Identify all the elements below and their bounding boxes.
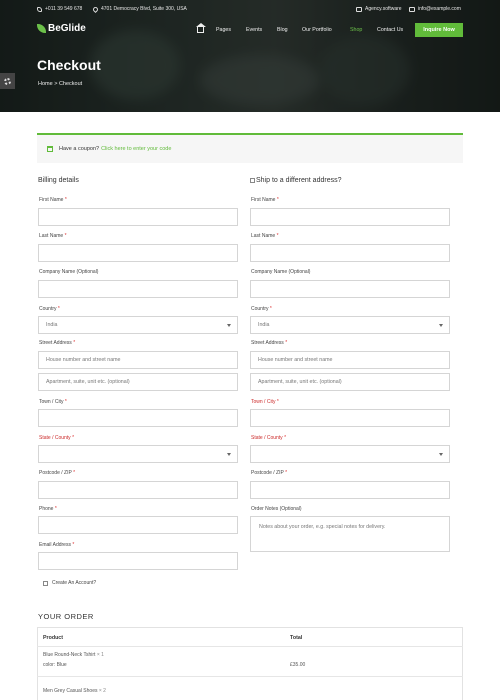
order-divider: [37, 676, 463, 677]
your-order-heading: YOUR ORDER: [38, 612, 94, 621]
billing-phone-label: Phone *: [39, 506, 57, 512]
shipping-company-label: Company Name (Optional): [251, 269, 311, 275]
billing-phone-input[interactable]: [38, 516, 238, 534]
shipping-street-input[interactable]: House number and street name: [250, 351, 450, 369]
gear-icon: [4, 78, 11, 85]
logo[interactable]: BeGlide: [37, 23, 86, 34]
settings-toggle[interactable]: [0, 73, 15, 89]
order-notes-textarea[interactable]: Notes about your order, e.g. special notes for delivery.: [250, 516, 450, 552]
order-divider: [37, 646, 463, 647]
billing-street-label: Street Address *: [39, 340, 76, 346]
top-info-bar: [0, 0, 500, 18]
mail-icon: [409, 7, 415, 12]
breadcrumb[interactable]: Home > Checkout: [38, 81, 83, 87]
order-item-name: Men Grey Casual Shoes × 2: [43, 688, 106, 694]
shipping-last-name-input[interactable]: [250, 244, 450, 262]
billing-first-name-label: First Name *: [39, 197, 67, 203]
billing-state-select[interactable]: [38, 445, 238, 463]
order-notes-label: Order Notes (Optional): [251, 506, 302, 512]
ship-different-checkbox[interactable]: [250, 178, 255, 183]
shipping-first-name-label: First Name *: [251, 197, 279, 203]
coupon-link[interactable]: Click here to enter your code: [101, 146, 172, 152]
billing-last-name-label: Last Name *: [39, 233, 67, 239]
shipping-first-name-input[interactable]: [250, 208, 450, 226]
billing-email-input[interactable]: [38, 552, 238, 570]
billing-last-name-input[interactable]: [38, 244, 238, 262]
billing-country-label: Country *: [39, 306, 60, 312]
shipping-postcode-input[interactable]: [250, 481, 450, 499]
shipping-country-label: Country *: [251, 306, 272, 312]
nav-pages[interactable]: Pages: [216, 27, 232, 33]
topbar-phone[interactable]: +011 39 549 678: [37, 6, 82, 12]
billing-state-label: State / County *: [39, 435, 75, 441]
billing-company-input[interactable]: [38, 280, 238, 298]
ship-different-heading[interactable]: Ship to a different address?: [250, 177, 341, 184]
create-account-option[interactable]: Create An Account?: [43, 580, 96, 586]
shipping-town-label: Town / City *: [251, 399, 279, 405]
nav-shop[interactable]: Shop: [350, 27, 363, 33]
shipping-last-name-label: Last Name *: [251, 233, 279, 239]
billing-apartment-input[interactable]: Apartment, suite, unit etc. (optional): [38, 373, 238, 391]
order-item-name: Blue Round-Neck Tshirt × 1: [43, 652, 104, 658]
billing-postcode-input[interactable]: [38, 481, 238, 499]
create-account-checkbox[interactable]: [43, 581, 48, 586]
inquire-now-button[interactable]: Inquire Now: [415, 23, 463, 37]
shipping-postcode-label: Postcode / ZIP *: [251, 470, 288, 476]
order-item-meta: color: Blue: [43, 662, 67, 668]
globe-icon: [356, 7, 362, 12]
order-col-total: Total: [290, 635, 303, 641]
billing-town-input[interactable]: [38, 409, 238, 427]
shipping-country-select[interactable]: India: [250, 316, 450, 334]
billing-country-select[interactable]: India: [38, 316, 238, 334]
nav-portfolio[interactable]: Our Portfolio: [302, 27, 332, 33]
billing-heading: Billing details: [38, 177, 79, 184]
topbar-email[interactable]: info@example.com: [409, 6, 461, 12]
nav-blog[interactable]: Blog: [277, 27, 288, 33]
topbar-address: 4701 Democracy Blvd, Suite 300, USA: [93, 6, 187, 12]
billing-email-label: Email Address *: [39, 542, 75, 548]
shipping-company-input[interactable]: [250, 280, 450, 298]
nav-contact[interactable]: Contact Us: [377, 27, 404, 33]
shipping-town-input[interactable]: [250, 409, 450, 427]
phone-icon: [37, 7, 42, 12]
order-item-total: £35.00: [290, 662, 306, 668]
home-icon[interactable]: [197, 27, 204, 33]
billing-postcode-label: Postcode / ZIP *: [39, 470, 76, 476]
billing-street-input[interactable]: House number and street name: [38, 351, 238, 369]
shipping-state-select[interactable]: [250, 445, 450, 463]
coupon-notice: Have a coupon? Click here to enter your code: [37, 133, 463, 163]
order-col-product: Product: [43, 635, 64, 641]
shipping-state-label: State / County *: [251, 435, 287, 441]
shipping-street-label: Street Address *: [251, 340, 288, 346]
calendar-icon: [47, 146, 53, 152]
location-pin-icon: [92, 5, 99, 12]
page-title: Checkout: [37, 57, 101, 73]
shipping-apartment-input[interactable]: Apartment, suite, unit etc. (optional): [250, 373, 450, 391]
billing-company-label: Company Name (Optional): [39, 269, 99, 275]
billing-town-label: Town / City *: [39, 399, 67, 405]
topbar-website[interactable]: Agency.software: [356, 6, 402, 12]
leaf-logo-icon: [37, 24, 46, 33]
nav-events[interactable]: Events: [246, 27, 263, 33]
billing-first-name-input[interactable]: [38, 208, 238, 226]
